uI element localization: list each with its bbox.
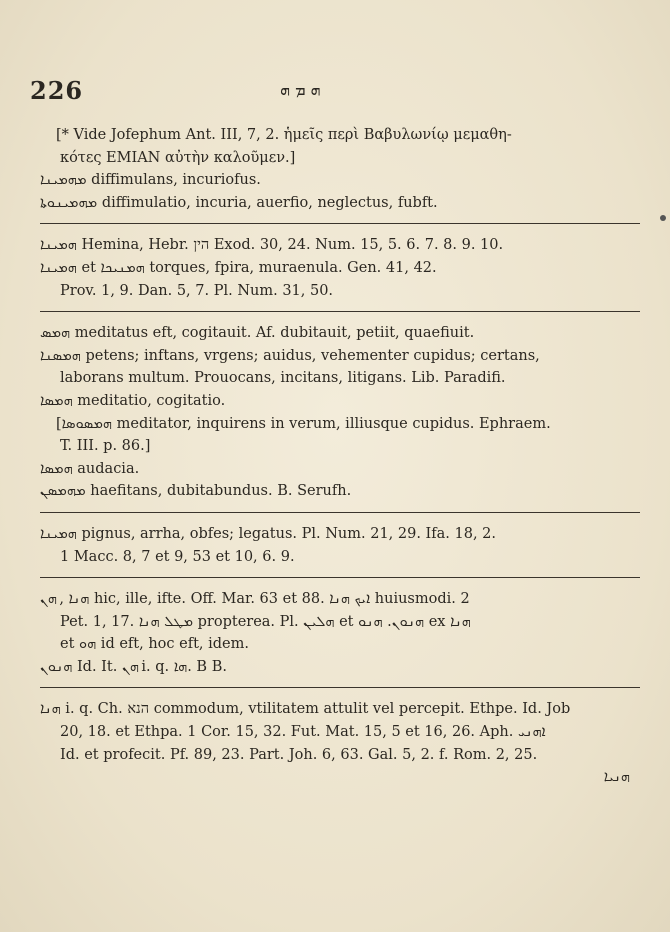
entry-line: ܗܡܝܢܐ et ܗܡܢܝܟܐ torques, fpira, muraenula. Gen. 41, 42.	[40, 259, 437, 276]
entry-line: Id. et profecit. Pf. 89, 23. Part. Joh. 6, 63. Gal. 5, 2. f. Rom. 2, 25.	[60, 746, 538, 763]
catchword: ܗܢܝܐ	[603, 769, 630, 786]
entry-line: ܗܢܐ i. q. Ch. הנא commodum, vtilitatem attulit vel percepit. Ethpe. Id. Job	[40, 701, 571, 718]
entry-line: ܡܗܡܝܢܘܬܐ diffimulatio, incuria, auerfio, neglectus, fubft.	[40, 194, 438, 211]
running-head: ܗ ܡ ܗ	[280, 80, 321, 99]
entry-line: ܗܡܣ meditatus eft, cogitauit. Af. dubitauit, petiit, quaefiuit.	[40, 325, 475, 342]
entry-block	[40, 698, 640, 788]
section-divider	[40, 577, 640, 578]
entry-line: κότες EMIAN αὐτὴν καλοῦμεν.]	[60, 149, 296, 166]
ink-spot	[660, 215, 666, 221]
entry-line: ܗܡܣܐ meditatio, cogitatio.	[40, 392, 226, 409]
entry-line: Prov. 1, 9. Dan. 5, 7. Pl. Num. 31, 50.	[60, 282, 334, 299]
entry-block	[40, 523, 640, 568]
entry-block	[40, 322, 640, 503]
entry-line: et ܗܘ id eft, hoc eft, idem.	[60, 636, 249, 653]
lexicon-entries	[40, 124, 640, 789]
entry-line: ܗܡܝܢܐ Hemina, Hebr. הין Exod. 30, 24. Num. 15, 5. 6. 7. 8. 9. 10.	[40, 237, 504, 254]
entry-line: T. III. p. 86.]	[60, 438, 151, 455]
entry-line: ܗܢܐ , ܗܢ hic, ille, ifte. Off. Mar. 63 et 88. ܐܝܟ ܗܢܐ huiusmodi. 2	[40, 591, 470, 608]
page-header	[30, 76, 640, 106]
section-divider	[40, 687, 640, 688]
section-divider	[40, 223, 640, 224]
page-number: 226	[30, 76, 84, 105]
entry-line: ܗܢܘܢ Id. It. ܗܢ i. q. ܗܐ. B B.	[40, 658, 227, 675]
entry-line: ܡܗܡܝܢܐ diffimulans, incuriofus.	[40, 172, 261, 189]
section-divider	[40, 512, 640, 513]
entry-line: ܗܡܣܐ audacia.	[40, 460, 140, 477]
entry-line: [* Vide Jofephum Ant. III, 7, 2. ἡμεῖς περὶ Βαβυλωνίῳ μεμαθη-	[56, 127, 512, 143]
entry-block	[40, 124, 640, 214]
section-divider	[40, 311, 640, 312]
entry-line: ܡܗܡܣܢ haefitans, dubitabundus. B. Serufh.	[40, 483, 352, 500]
entry-line: ܗܡܝܢܐ pignus, arrha, obfes; legatus. Pl. Num. 21, 29. Ifa. 18, 2.	[40, 525, 497, 542]
entry-block	[40, 588, 640, 678]
entry-line: 20, 18. et Ethpa. 1 Cor. 15, 32. Fut. Mat. 15, 5 et 16, 26. Aph. ܐܗܢܝ	[60, 724, 546, 741]
entry-line: laborans multum. Prouocans, incitans, litigans. Lib. Paradifi.	[60, 370, 506, 387]
entry-line: 1 Macc. 8, 7 et 9, 53 et 10, 6. 9.	[60, 548, 295, 565]
entry-block	[40, 234, 640, 302]
entry-line: Pet. 1, 17. ܡܛܠ ܗܢܐ propterea. Pl. ܗܠܝܢ et ܗܢܘܢ. ܗܢܘ ex ܗܢܐ	[60, 613, 471, 630]
entry-line: [ܗܡܣܘܣܐ meditator, inquirens in verum, illiusque cupidus. Ephraem.	[56, 415, 551, 432]
entry-line: ܗܡܣܢܐ petens; inftans, vrgens; auidus, vehementer cupidus; certans,	[40, 347, 540, 364]
